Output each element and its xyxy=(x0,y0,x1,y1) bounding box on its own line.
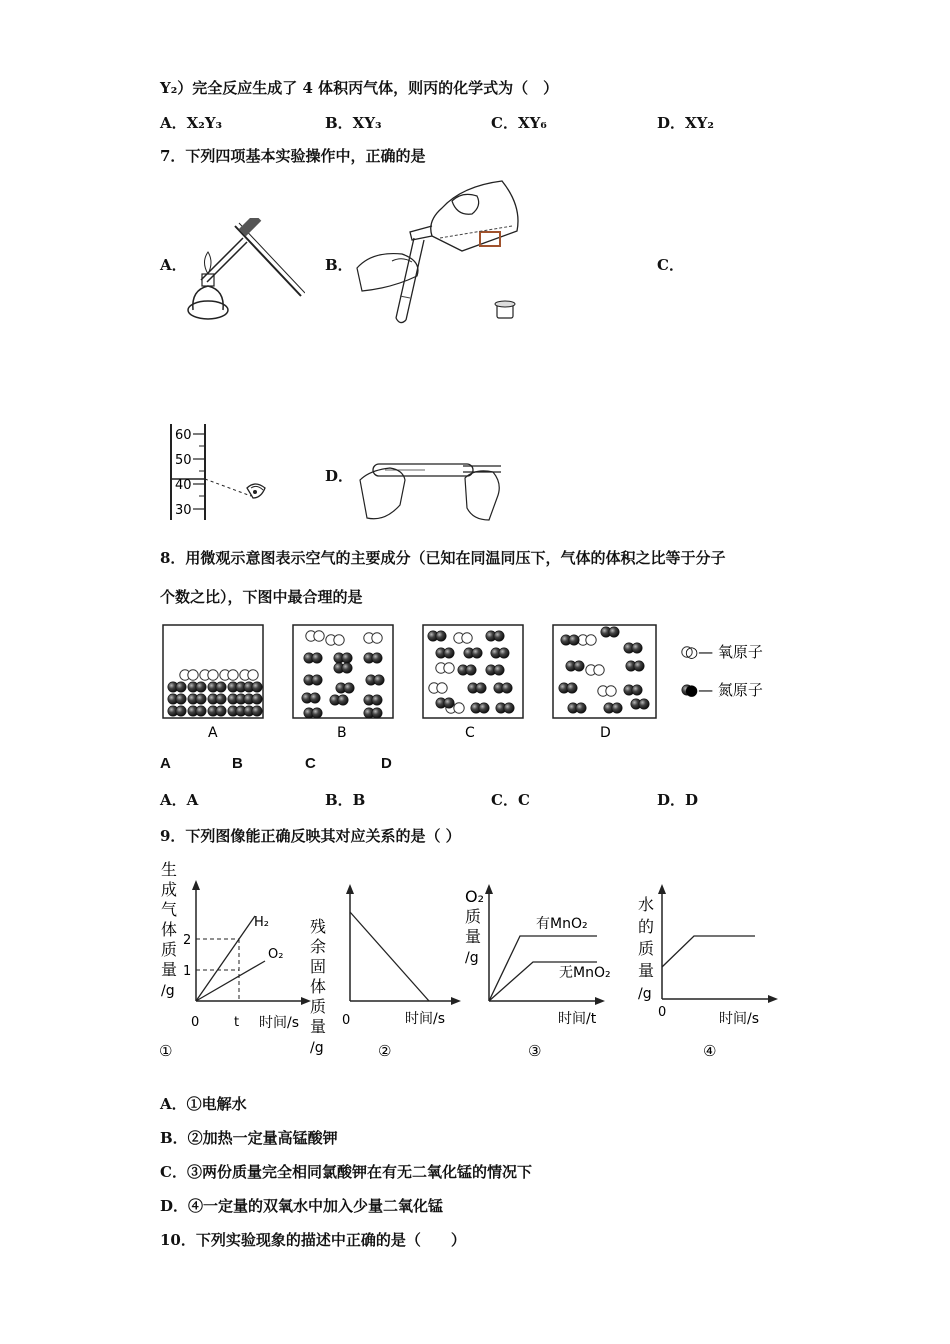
graph1-tick-0: 0 xyxy=(191,1015,200,1030)
nitrogen-molecule-atom xyxy=(176,694,186,704)
graph2-ylabel-char: 量 xyxy=(310,1017,327,1036)
graph3-without-label: 无MnO₂ xyxy=(559,965,611,981)
nitrogen-molecule-atom xyxy=(342,653,352,663)
graph1-number: ① xyxy=(159,1042,173,1060)
cylinder-tick-30: 30 xyxy=(175,503,192,518)
nitrogen-molecule-atom xyxy=(196,706,206,716)
graph2-ylabel xyxy=(310,917,326,1056)
nitrogen-molecule-atom xyxy=(372,708,382,718)
graph4-line xyxy=(662,936,755,967)
graph4-number: ④ xyxy=(703,1042,717,1060)
oxygen-molecule-atom xyxy=(372,633,382,643)
nitrogen-molecule-atom xyxy=(569,635,579,645)
nitrogen-molecule-atom xyxy=(310,693,320,703)
oxygen-molecule-atom xyxy=(586,635,596,645)
oxygen-molecule-atom xyxy=(228,670,238,680)
q8-letter-b: B xyxy=(232,755,243,772)
nitrogen-molecule-atom xyxy=(312,708,322,718)
nitrogen-molecule-atom xyxy=(632,643,642,653)
graph1-tick-1: 1 xyxy=(183,964,192,979)
q7-figure-d-test-tube xyxy=(355,450,505,525)
graph3-ylabel-char: O₂ xyxy=(465,887,485,906)
q10-stem: 10．下列实验现象的描述中正确的是（ ） xyxy=(160,1231,466,1249)
nitrogen-molecule-atom xyxy=(176,706,186,716)
graph1-o2-line xyxy=(196,961,265,1001)
nitrogen-molecule-atom xyxy=(444,698,454,708)
nitrogen-molecule-atom xyxy=(436,631,446,641)
q6-option-c: C．XY₆ xyxy=(491,114,547,132)
graph3-with-label: 有MnO₂ xyxy=(536,916,588,932)
box-label-c: C xyxy=(465,725,475,741)
box-label-b: B xyxy=(337,725,347,741)
nitrogen-molecule-atom xyxy=(252,682,262,692)
graph2-number: ② xyxy=(378,1042,392,1060)
oxygen-molecule-atom xyxy=(314,631,324,641)
graph2-ylabel-char: 固 xyxy=(310,957,327,976)
graph1-ylabel-char: 质 xyxy=(161,940,178,959)
graph4-tick-0: 0 xyxy=(658,1005,667,1020)
cylinder-tick-60: 60 xyxy=(175,428,192,443)
graph3-ylabel-char: 量 xyxy=(465,927,482,946)
graph4-xlabel: 时间/s xyxy=(719,1011,760,1027)
graph1-ylabel-char: 成 xyxy=(161,880,178,899)
oxygen-molecule-atom xyxy=(248,670,258,680)
graph2-ylabel-char: 余 xyxy=(310,937,327,956)
nitrogen-molecule-atom xyxy=(312,653,322,663)
graph1-ylabel-char: 气 xyxy=(161,900,178,919)
nitrogen-molecule-atom xyxy=(499,648,509,658)
oxygen-molecule-atom xyxy=(334,635,344,645)
nitrogen-molecule-atom xyxy=(576,703,586,713)
graph1-h2-label: H₂ xyxy=(254,915,269,930)
legend-oxygen: ○— 氧原子 xyxy=(685,643,763,661)
q7-figure-c-cylinder xyxy=(163,422,278,524)
graph3-xlabel: 时间/t xyxy=(558,1011,597,1027)
cylinder-tick-40: 40 xyxy=(175,478,192,493)
nitrogen-molecule-atom xyxy=(612,703,622,713)
oxygen-molecule-atom xyxy=(454,703,464,713)
nitrogen-molecule-atom xyxy=(472,648,482,658)
q6-option-d: D．XY₂ xyxy=(657,114,714,132)
nitrogen-molecule-atom xyxy=(216,706,226,716)
q9-option-c: C．③两份质量完全相同氯酸钾在有无二氧化锰的情况下 xyxy=(160,1163,532,1181)
nitrogen-molecule-atom xyxy=(176,682,186,692)
graph1-tick-t: t xyxy=(234,1015,240,1030)
nitrogen-molecule-atom xyxy=(374,675,384,685)
nitrogen-molecule-atom xyxy=(574,661,584,671)
nitrogen-molecule-atom xyxy=(476,683,486,693)
q8-stem-line2: 个数之比），下图中最合理的是 xyxy=(160,588,363,606)
q9-option-b: B．②加热一定量高锰酸钾 xyxy=(160,1129,338,1147)
nitrogen-molecule-atom xyxy=(502,683,512,693)
nitrogen-molecule-atom xyxy=(312,675,322,685)
graph3-ylabel-char: /g xyxy=(465,950,479,966)
q9-option-a: A．①电解水 xyxy=(160,1095,247,1113)
nitrogen-molecule-atom xyxy=(634,661,644,671)
q8-letter-a: A xyxy=(160,755,171,772)
box-label-a: A xyxy=(208,725,218,741)
nitrogen-molecule-atom xyxy=(466,665,476,675)
oxygen-molecule-atom xyxy=(444,663,454,673)
q7-label-c: C． xyxy=(657,256,684,274)
q9-graph-3 xyxy=(460,880,620,1063)
graph1-xlabel: 时间/s xyxy=(259,1015,300,1031)
q7-label-d: D． xyxy=(325,467,354,485)
nitrogen-molecule-atom xyxy=(494,631,504,641)
oxygen-molecule-atom xyxy=(606,686,616,696)
oxygen-molecule-atom xyxy=(208,670,218,680)
graph3-number: ③ xyxy=(528,1042,542,1060)
nitrogen-molecule-atom xyxy=(479,703,489,713)
graph4-ylabel-char: 的 xyxy=(638,917,655,936)
nitrogen-molecule-atom xyxy=(342,663,352,673)
q9-stem: 9．下列图像能正确反映其对应关系的是（ ） xyxy=(160,827,461,845)
nitrogen-molecule-atom xyxy=(567,683,577,693)
graph1-ylabel-char: /g xyxy=(161,983,175,999)
graph1-tick-2: 2 xyxy=(183,933,192,948)
nitrogen-molecule-atom xyxy=(494,665,504,675)
legend-nitrogen: ●— 氮原子 xyxy=(685,681,763,699)
graph1-ylabel xyxy=(161,860,177,999)
q9-graph-1 xyxy=(155,858,315,1063)
graph4-ylabel-char: 量 xyxy=(638,961,655,980)
graph1-o2-label: O₂ xyxy=(268,947,284,962)
q9-graph-4 xyxy=(630,880,790,1063)
q7-stem: 7．下列四项基本实验操作中，正确的是 xyxy=(160,147,426,165)
q8-letter-c: C xyxy=(305,755,316,772)
graph2-line xyxy=(350,912,429,1001)
nitrogen-molecule-atom xyxy=(504,703,514,713)
oxygen-molecule-atom xyxy=(594,665,604,675)
q9-option-d: D．④一定量的双氧水中加入少量二氧化锰 xyxy=(160,1197,444,1215)
nitrogen-molecule-atom xyxy=(196,694,206,704)
graph1-ylabel-char: 生 xyxy=(161,860,178,879)
q7-figure-a-heating xyxy=(183,218,305,330)
graph2-xlabel: 时间/s xyxy=(405,1011,446,1027)
q8-option-c: C．C xyxy=(491,791,530,809)
q8-stem-line1: 8．用微观示意图表示空气的主要成分（已知在同温同压下，气体的体积之比等于分子 xyxy=(160,549,726,567)
nitrogen-molecule-atom xyxy=(252,706,262,716)
nitrogen-molecule-atom xyxy=(372,695,382,705)
nitrogen-molecule-atom xyxy=(444,648,454,658)
graph2-tick-0: 0 xyxy=(342,1013,351,1028)
q8-letter-d: D xyxy=(381,755,392,772)
graph3-ylabel-char: 质 xyxy=(465,907,482,926)
q7-label-a: A． xyxy=(160,256,187,274)
graph2-ylabel-char: 体 xyxy=(310,977,327,996)
q7-figure-b-pouring xyxy=(352,176,524,328)
graph1-ylabel-char: 量 xyxy=(161,960,178,979)
nitrogen-molecule-atom xyxy=(372,653,382,663)
q9-graph-2 xyxy=(305,880,465,1063)
q6-option-b: B．XY₃ xyxy=(325,114,382,132)
nitrogen-molecule-atom xyxy=(609,627,619,637)
graph3-ylabel xyxy=(465,887,484,966)
cylinder-tick-50: 50 xyxy=(175,453,192,468)
nitrogen-molecule-atom xyxy=(196,682,206,692)
graph2-ylabel-char: /g xyxy=(310,1040,324,1056)
oxygen-molecule-atom xyxy=(437,683,447,693)
graph2-ylabel-char: 质 xyxy=(310,997,327,1016)
nitrogen-molecule-atom xyxy=(639,699,649,709)
nitrogen-molecule-atom xyxy=(252,694,262,704)
q8-option-b: B．B xyxy=(325,791,366,809)
q8-option-a: A．A xyxy=(160,791,199,809)
graph4-ylabel xyxy=(638,895,654,1002)
oxygen-molecule-atom xyxy=(188,670,198,680)
q8-molecule-diagrams xyxy=(155,618,805,746)
box-label-d: D xyxy=(600,725,611,741)
q8-option-d: D．D xyxy=(657,791,699,809)
nitrogen-molecule-atom xyxy=(632,685,642,695)
q6-tail-text: Y₂）完全反应生成了 4 体积丙气体，则丙的化学式为（ ） xyxy=(160,79,559,97)
graph4-ylabel-char: 质 xyxy=(638,939,655,958)
graph1-ylabel-char: 体 xyxy=(161,920,178,939)
nitrogen-molecule-atom xyxy=(344,683,354,693)
nitrogen-molecule-atom xyxy=(216,694,226,704)
nitrogen-molecule-atom xyxy=(216,682,226,692)
q7-label-b: B． xyxy=(325,256,353,274)
graph2-ylabel-char: 残 xyxy=(310,917,327,936)
graph1-h2-line xyxy=(196,916,255,1001)
graph4-ylabel-char: 水 xyxy=(638,895,655,914)
graph4-ylabel-char: /g xyxy=(638,986,652,1002)
q6-option-a: A．X₂Y₃ xyxy=(160,114,223,132)
oxygen-molecule-atom xyxy=(462,633,472,643)
nitrogen-molecule-atom xyxy=(338,695,348,705)
